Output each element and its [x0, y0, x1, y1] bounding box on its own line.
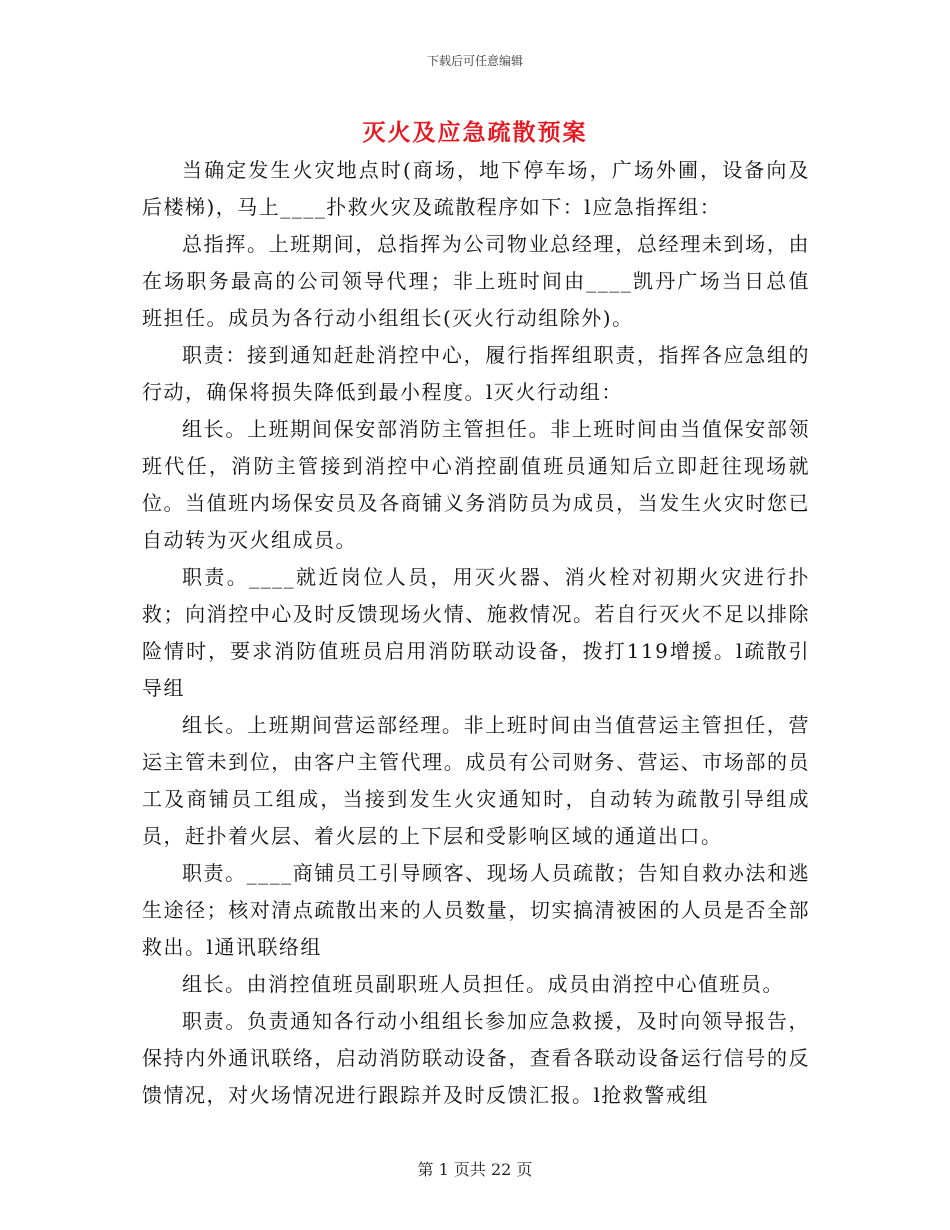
- paragraph-firefighting-duty: 职责。____就近岗位人员，用灭火器、消火栓对初期火灾进行扑救；向消控中心及时反馈现场火情、施救情况。若自行灭火不足以排除险情时，要求消防值班员启用消防联动设备，拨打119增援。l疏散引导组: [142, 565, 810, 700]
- paragraph-evacuation-duty: 职责。____商铺员工引导顾客、现场人员疏散；告知自救办法和逃生途径；核对清点疏散出来的人员数量，切实搞清被困的人员是否全部救出。l通讯联络组: [142, 861, 810, 959]
- download-note: 下载后可任意编辑: [426, 54, 523, 68]
- paragraph-intro: 当确定发生火灾地点时(商场，地下停车场，广场外圃，设备向及后楼梯)，马上____扑救火灾及疏散程序如下：l应急指挥组：: [142, 158, 810, 219]
- paragraph-commander: 总指挥。上班期间，总指挥为公司物业总经理，总经理未到场，由在场职务最高的公司领导代理；非上班时间由____凯丹广场当日总值班担任。成员为各行动小组组长(灭火行动组除外)。: [142, 232, 810, 330]
- document-body: [142, 152, 810, 1114]
- page-number: 第 1 页共 22 页: [417, 1160, 533, 1179]
- paragraph-communication-duty: 职责。负责通知各行动小组组长参加应急救援，及时向领导报告，保持内外通讯联络，启动消防联动设备，查看各联动设备运行信号的反馈情况，对火场情况进行跟踪并及时反馈汇报。l抢救警戒组: [142, 1009, 810, 1107]
- paragraph-command-duty: 职责：接到通知赶赴消控中心，履行指挥组职责，指挥各应急组的行动，确保将损失降低到最小程度。l灭火行动组：: [142, 343, 810, 404]
- paragraph-firefighting-leader: 组长。上班期间保安部消防主管担任。非上班时间由当值保安部领班代任，消防主管接到消控中心消控副值班员通知后立即赶往现场就位。当值班内场保安员及各商铺义务消防员为成员，当发生火灾时您已自动转为灭火组成员。: [142, 417, 810, 552]
- document-title: 灭火及应急疏散预案: [362, 119, 588, 146]
- paragraph-communication-leader: 组长。由消控值班员副职班人员担任。成员由消控中心值班员。: [182, 972, 784, 996]
- paragraph-evacuation-leader: 组长。上班期间营运部经理。非上班时间由当值营运主管担任，营运主管未到位，由客户主管代理。成员有公司财务、营运、市场部的员工及商铺员工组成，当接到发生火灾通知时，自动转为疏散引导组成员，赶扑着火层、着火层的上下层和受影响区域的通道出口。: [142, 713, 810, 848]
